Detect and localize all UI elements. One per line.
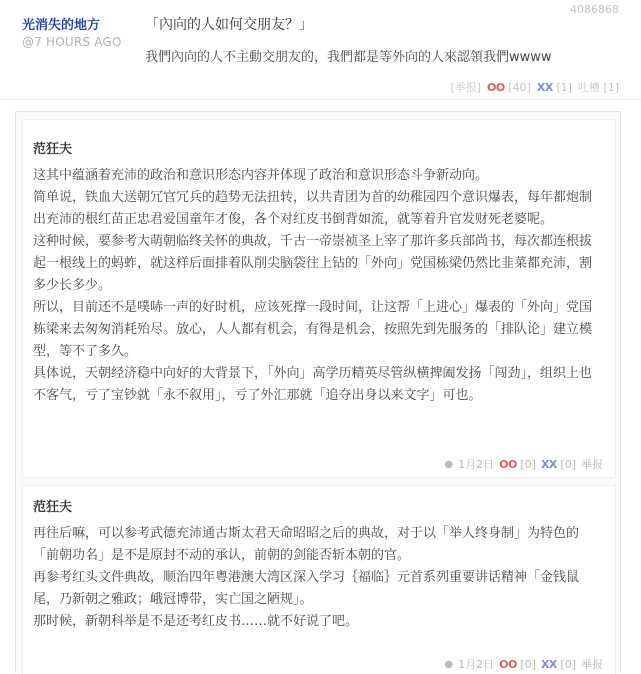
divider xyxy=(0,99,641,100)
comment-date[interactable]: 1月2日 xyxy=(458,458,495,471)
comment-body xyxy=(33,165,603,407)
oo-count: [40] xyxy=(508,80,531,94)
report-button[interactable]: [举报] xyxy=(450,81,482,94)
xx-button[interactable]: XX xyxy=(540,657,557,671)
comment-paragraph: 这种时候，要参考大萌朝临终关怀的典故，千古一帝崇祯圣上宰了那许多兵部尚书，每次都连根拔起一根线上的蚂蚱，就这样后面排着队削尖脑袋往上钻的「外向」党国栋梁仍然比韭菜都充沛，割多少长多少。 xyxy=(33,234,593,293)
xx-button[interactable]: XX xyxy=(536,80,553,94)
xx-count: [0] xyxy=(560,457,576,471)
comment-list xyxy=(15,111,621,673)
oo-button[interactable]: OO xyxy=(487,80,505,94)
comment-author[interactable]: 范狂夫 xyxy=(33,142,73,157)
comment-paragraph: 所以，目前还不是噗哧一声的好时机，应该死撑一段时间，让这帮「上进心」爆表的「外向」党国栋梁来去匆匆消耗殆尽。放心，人人都有机会，有得是机会，按照先到先服务的「排队论」建立模型，等不了多久。 xyxy=(33,300,593,359)
clock-icon: ● xyxy=(444,458,454,470)
comment-author[interactable]: 范狂夫 xyxy=(33,500,73,515)
clock-icon: ● xyxy=(444,658,454,670)
tucao-button[interactable]: 吐槽 xyxy=(577,81,600,94)
comment-item xyxy=(22,485,616,674)
xx-button[interactable]: XX xyxy=(540,457,557,471)
oo-button[interactable]: OO xyxy=(499,657,517,671)
comment-paragraph: 再参考红头文件典故，顺治四年粤港澳大湾区深入学习｛福临｝元首系列重要讲话精神「金钱鼠尾，乃新朝之雅政；峨冠博带，实亡国之陋规」。 xyxy=(33,570,580,607)
report-button[interactable]: 举报 xyxy=(581,458,603,471)
comment-paragraph: 简单说，铁血大送朝冗官冗兵的趋势无法扭转，以共青团为首的幼稚园四个意识爆表，每年都炮制出充沛的根红苗正忠君爱国童年才俊，各个对红皮书倒背如流，就等着升官发财死老婆呢。 xyxy=(33,190,593,227)
comment-actions xyxy=(444,656,603,672)
post-id[interactable]: 4086868 xyxy=(570,3,619,16)
comment-paragraph: 那时候，新朝科举是不是还考红皮书……就不好说了吧。 xyxy=(33,614,359,629)
comment-paragraph: 这其中蕴涵着充沛的政治和意识形态内容并体现了政治和意识形态斗争新动向。 xyxy=(33,168,489,183)
oo-count: [0] xyxy=(520,457,536,471)
post-actions xyxy=(450,79,619,95)
comment-date[interactable]: 1月2日 xyxy=(458,658,495,671)
comment-paragraph: 具体说，天朝经济稳中向好的大背景下，「外向」高学历精英尽管纵横捭阖发扬「闯劲」，组织上也不客气，亏了宝钞就「永不叙用」，亏了外汇那就「追夺出身以来文字」可也。 xyxy=(33,366,593,403)
oo-count: [0] xyxy=(520,657,536,671)
report-button[interactable]: 举报 xyxy=(581,658,603,671)
post-question: 「內向的人如何交朋友？」 xyxy=(145,17,313,33)
oo-button[interactable]: OO xyxy=(499,457,517,471)
post-time: @7 HOURS AGO xyxy=(22,35,122,49)
comment-body xyxy=(33,523,603,633)
xx-count: [1] xyxy=(556,80,572,94)
post-author[interactable]: 光消失的地方 xyxy=(22,18,101,33)
xx-count: [0] xyxy=(560,657,576,671)
post xyxy=(0,0,641,96)
comment-actions xyxy=(444,456,603,472)
post-answer: 我們內向的人不主動交朋友的，我們都是等外向的人來認領我們wwww xyxy=(145,50,552,65)
comment-paragraph: 再往后嘛，可以参考武德充沛通古斯太君天命昭昭之后的典故，对于以「举人终身制」为特色的「前朝功名」是不是原封不动的承认，前朝的剑能否斩本朝的官。 xyxy=(33,526,580,563)
comment-item xyxy=(22,119,616,478)
tucao-count: [1] xyxy=(603,81,619,94)
